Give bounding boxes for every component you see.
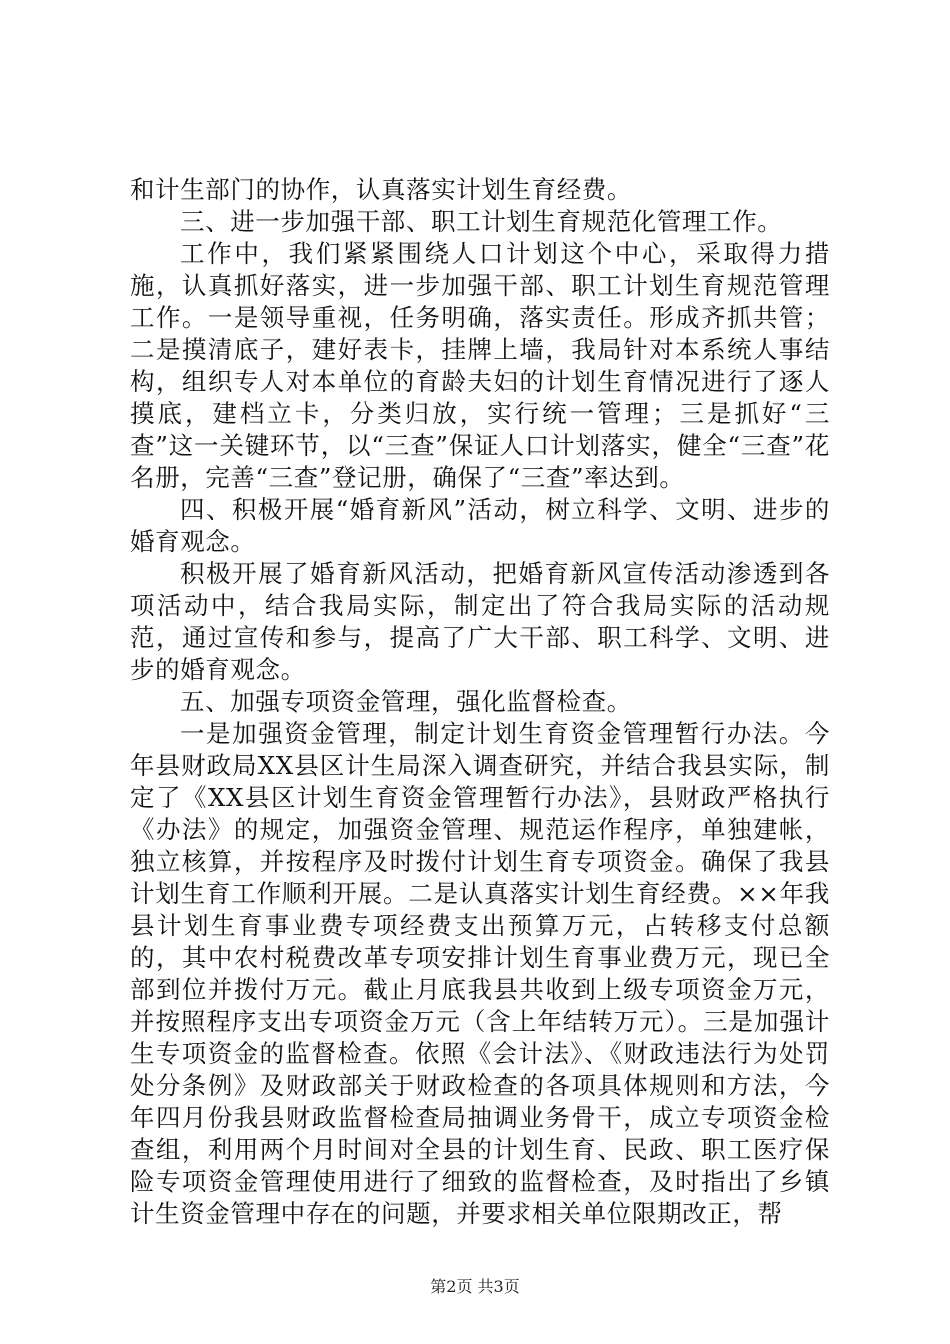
paragraph: 积极开展了婚育新风活动，把婚育新风宣传活动渗透到各项活动中，结合我局实际，制定出了符合我局实际的活动规范，通过宣传和参与，提高了广大干部、职工科学、文明、进步的婚育观念。 xyxy=(130,559,830,684)
paragraph: 工作中，我们紧紧围绕人口计划这个中心，采取得力措施，认真抓好落实，进一步加强干部、职工计划生育规范管理工作。一是领导重视，任务明确，落实责任。形成齐抓共管；二是摸清底子，建好表卡，挂牌上墙，我局针对本系统人事结构，组织专人对本单位的育龄夫妇的计划生育情况进行了逐人摸底，建档立卡，分类归放，实行统一管理；三是抓好“三查”这一关键环节，以“三查”保证人口计划落实，健全“三查”花名册，完善“三查”登记册，确保了“三查”率达到。 xyxy=(130,239,830,492)
document-body xyxy=(130,174,830,1230)
section-heading: 三、进一步加强干部、职工计划生育规范化管理工作。 xyxy=(180,207,783,236)
page-footer: 第2页 共3页 xyxy=(430,1277,520,1296)
section-heading: 四、积极开展“婚育新风”活动，树立科学、文明、进步的婚育观念。 xyxy=(130,495,830,556)
paragraph: 和计生部门的协作，认真落实计划生育经费。 xyxy=(130,175,632,204)
section-heading: 五、加强专项资金管理，强化监督检查。 xyxy=(180,687,632,716)
paragraph: 一是加强资金管理，制定计划生育资金管理暂行办法。今年县财政局XX县区计生局深入调查研究，并结合我县实际，制定了《XX县区计划生育资金管理暂行办法》，县财政严格执行《办法》的规定，加强资金管理、规范运作程序，单独建帐，独立核算，并按程序及时拨付计划生育专项资金。确保了我县计划生育工作顺利开展。二是认真落实计划生育经费。××年我县计划生育事业费专项经费支出预算万元，占转移支付总额的，其中农村税费改革专项安排计划生育事业费万元，现已全部到位并拨付万元。截止月底我县共收到上级专项资金万元，并按照程序支出专项资金万元（含上年结转万元）。三是加强计生专项资金的监督检查。依照《会计法》、《财政违法行为处罚处分条例》及财政部关于财政检查的各项具体规则和方法，今年四月份我县财政监督检查局抽调业务骨干，成立专项资金检查组，利用两个月时间对全县的计划生育、民政、职工医疗保险专项资金管理使用进行了细致的监督检查，及时指出了乡镇计生资金管理中存在的问题，并要求相关单位限期改正，帮 xyxy=(130,719,830,1228)
